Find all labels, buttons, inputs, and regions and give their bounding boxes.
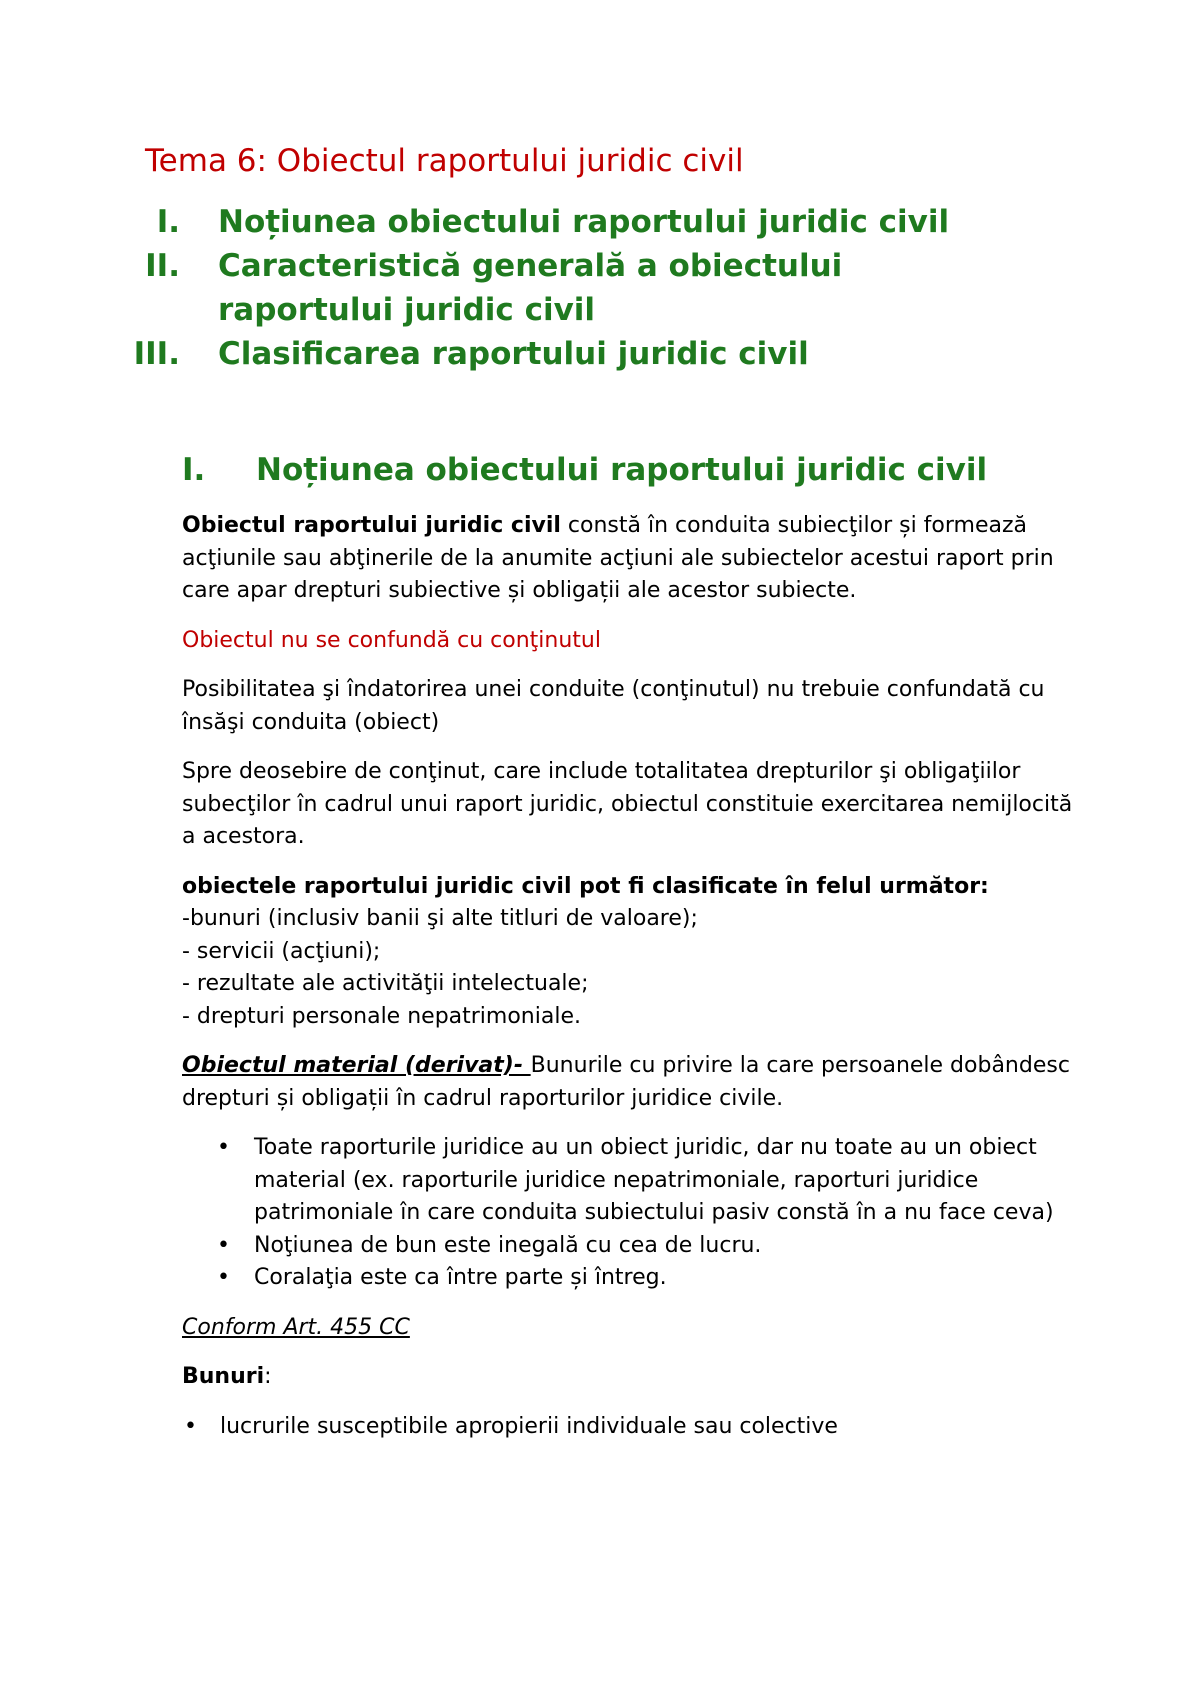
material-object-paragraph (182, 1050, 1082, 1115)
list-item (182, 1262, 1082, 1295)
section-title: Noțiunea obiectului raportului juridic civil (256, 452, 988, 488)
toc-number: II. (145, 248, 180, 284)
list-item-text: Coralaţia este ca între parte și întreg. (254, 1265, 667, 1290)
table-of-contents (130, 200, 1130, 376)
article-reference: Conform Art. 455 CC (182, 1314, 410, 1340)
bunuri-list (182, 1411, 1082, 1444)
definition-term: Obiectul raportului juridic civil (182, 513, 561, 538)
document-title: Tema 6: Obiectul raportului juridic civil (145, 143, 744, 179)
list-item (182, 1230, 1082, 1263)
toc-text: Caracteristică generală a obiectului raportului juridic civil (218, 248, 843, 328)
bunuri-heading (182, 1361, 1082, 1394)
list-item (182, 1132, 1082, 1230)
paragraph: Posibilitatea şi îndatorirea unei conduite (conţinutul) nu trebuie confundată cu însăşi conduita (obiect) (182, 677, 1045, 735)
toc-item (130, 332, 1130, 376)
section-number: I. (182, 452, 206, 488)
toc-number: I. (156, 204, 180, 240)
definition-paragraph (182, 510, 1082, 608)
document-body (182, 510, 1082, 1460)
classification-heading: obiectele raportului juridic civil pot fi clasificate în felul următor: (182, 873, 989, 899)
red-note: Obiectul nu se confundă cu conţinutul (182, 627, 601, 653)
classification-item: - rezultate ale activităţii intelectuale; (182, 971, 589, 996)
material-object-text: Bunurile cu privire la care persoanele dobândesc drepturi și obligații în cadrul raporturilor juridice civile. (182, 1053, 1070, 1111)
bullet-list (182, 1132, 1082, 1295)
classification-item: -bunuri (inclusiv banii şi alte titluri de valoare); (182, 906, 698, 931)
bullet-icon: • (217, 1265, 230, 1290)
bunuri-label: Bunuri (182, 1364, 265, 1389)
bunuri-colon: : (264, 1364, 272, 1389)
classification-item: - servicii (acţiuni); (182, 938, 381, 964)
toc-number: III. (133, 336, 180, 372)
material-object-label: Obiectul material (derivat)- (182, 1053, 531, 1078)
section-heading (182, 450, 1182, 490)
list-item-text: Noţiunea de bun este inegală cu cea de lucru. (254, 1232, 762, 1258)
bullet-icon: • (217, 1232, 230, 1258)
definition-text: constă în conduita subiecţilor și formează acţiunile sau abţinerile de la anumite acţiuni ale subiectelor acestui raport prin care apar drepturi subiective și obligații ale acestor subiecte. (182, 513, 1054, 603)
list-item-text: lucrurile susceptibile apropierii individuale sau colective (220, 1413, 838, 1439)
list-item-text: Toate raporturile juridice au un obiect juridic, dar nu toate au un obiect material (ex. raporturile juridice nepatrimoniale, raporturi juridice patrimoniale în care conduita subiectului pasiv constă în a nu face ceva) (254, 1135, 1054, 1225)
bullet-icon: • (184, 1413, 197, 1439)
toc-item (130, 244, 1130, 332)
paragraph: Spre deosebire de conţinut, care include totalitatea drepturilor şi obligaţiilor subecţilor în cadrul unui raport juridic, obiectul constituie exercitarea nemijlocită a acestora. (182, 759, 1073, 849)
toc-item (130, 200, 1130, 244)
bullet-icon: • (217, 1135, 230, 1160)
list-item (182, 1411, 1082, 1444)
classification-block (182, 871, 1082, 1034)
toc-text: Noțiunea obiectului raportului juridic civil (218, 204, 950, 240)
toc-text: Clasificarea raportului juridic civil (218, 336, 809, 372)
classification-item: - drepturi personale nepatrimoniale. (182, 1003, 581, 1029)
